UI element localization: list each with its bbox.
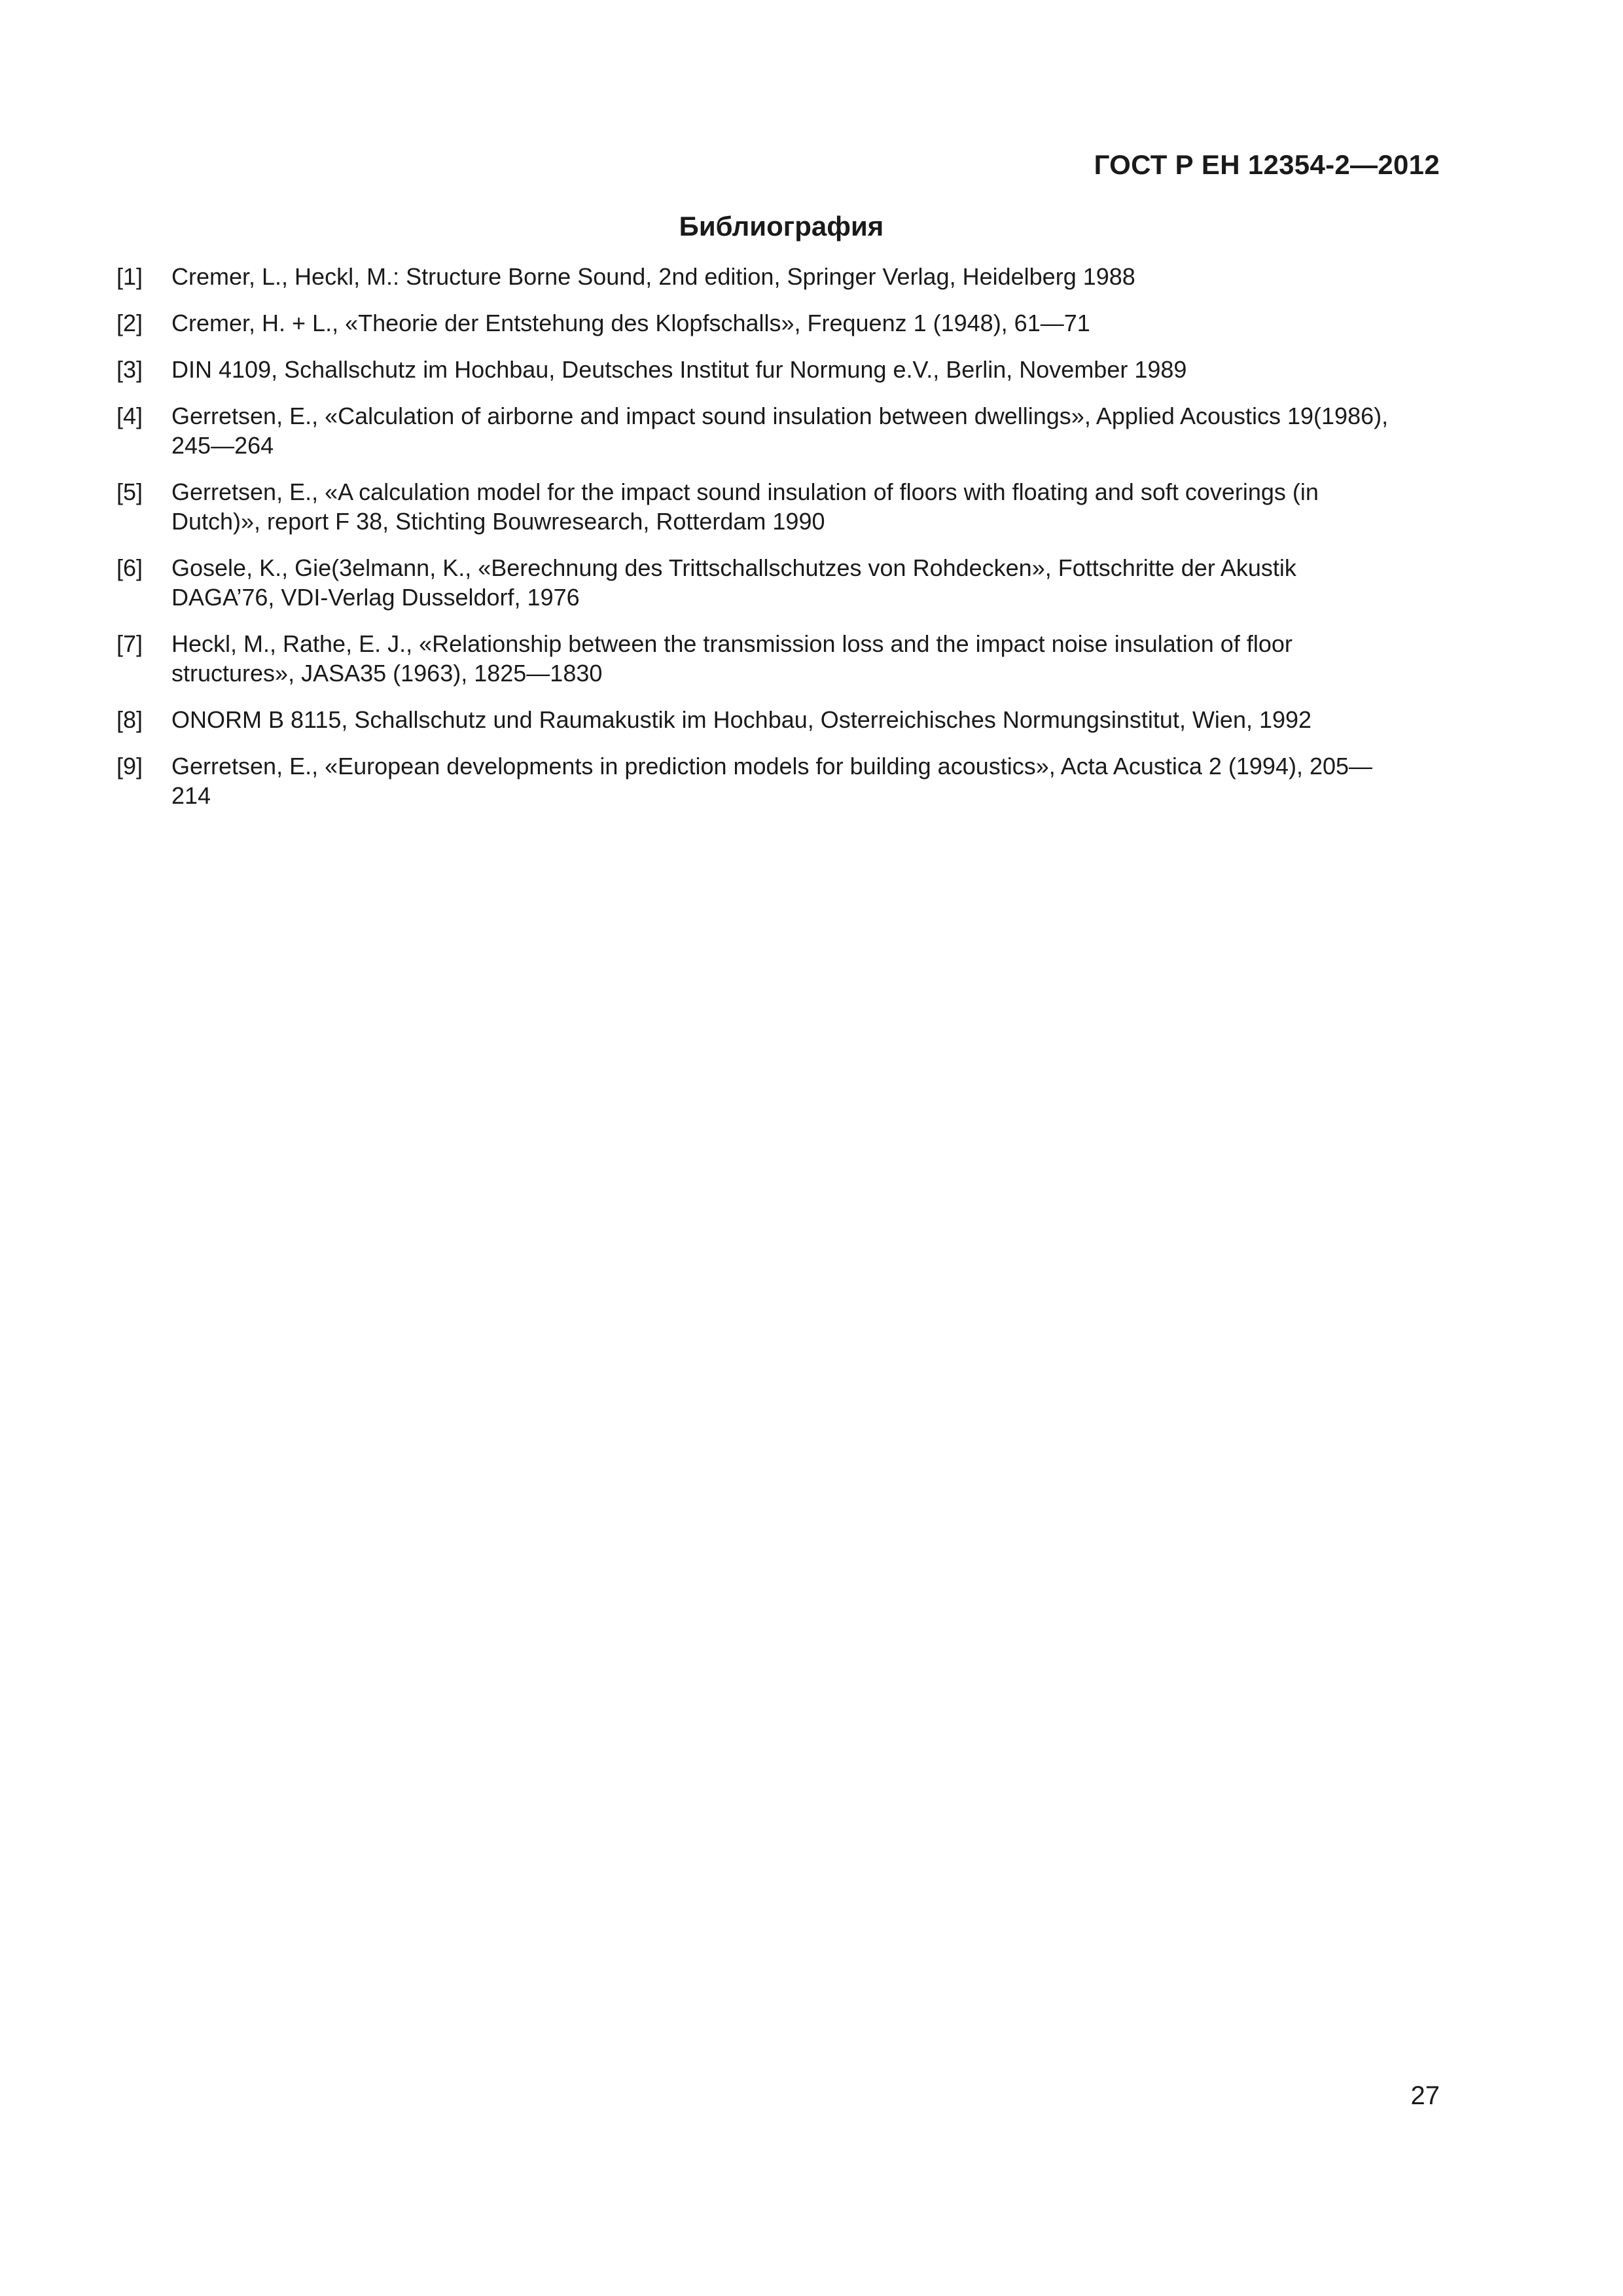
bibliography-entry bbox=[116, 629, 1393, 688]
bibliography-entry-number: [7] bbox=[116, 630, 143, 657]
bibliography-entry-number: [5] bbox=[116, 478, 143, 505]
bibliography-entry-number: [2] bbox=[116, 310, 143, 336]
page-number: 27 bbox=[1410, 2081, 1440, 2110]
bibliography-entry-text: Gerretsen, E., «Calculation of airborne and impact sound insulation between dwellings», Applied Acoustics 19(1986), 245—264 bbox=[171, 403, 1389, 459]
bibliography-entry-text: Heckl, M., Rathe, E. J., «Relationship between the transmission loss and the impact noise insulation of floor structures», JASA35 (1963), 1825—1830 bbox=[171, 630, 1293, 687]
bibliography-entry-text: Cremer, H. + L., «Theorie der Entstehung des Klopfschalls», Frequenz 1 (1948), 61—71 bbox=[171, 310, 1090, 336]
section-title: Библиография bbox=[679, 211, 884, 242]
bibliography-entry bbox=[116, 751, 1393, 810]
bibliography-entry-text: Cremer, L., Heckl, M.: Structure Borne Sound, 2nd edition, Springer Verlag, Heidelberg 1988 bbox=[171, 263, 1135, 290]
bibliography-entry-text: Gerretsen, E., «A calculation model for the impact sound insulation of floors with floating and soft coverings (in Dutch)», report F 38, Stichting Bouwresearch, Rotterdam 1990 bbox=[171, 478, 1319, 535]
bibliography-entry-number: [1] bbox=[116, 263, 143, 290]
bibliography-entry bbox=[116, 553, 1393, 612]
bibliography-entry bbox=[116, 355, 1393, 384]
bibliography-list bbox=[116, 262, 1393, 827]
bibliography-entry-number: [4] bbox=[116, 403, 143, 429]
bibliography-entry-number: [6] bbox=[116, 554, 143, 581]
bibliography-entry bbox=[116, 262, 1393, 291]
bibliography-entry-number: [8] bbox=[116, 706, 143, 733]
bibliography-entry-number: [9] bbox=[116, 753, 143, 780]
bibliography-entry-text: Gosele, K., Gie(3elmann, K., «Berechnung des Trittschallschutzes von Rohdecken», Fottschritte der Akustik DAGA’76, VDI-Verlag Dusseldorf, 1976 bbox=[171, 554, 1296, 611]
bibliography-entry bbox=[116, 308, 1393, 338]
document-code: ГОСТ Р ЕН 12354-2—2012 bbox=[1094, 149, 1440, 180]
bibliography-entry bbox=[116, 477, 1393, 536]
bibliography-entry bbox=[116, 401, 1393, 460]
bibliography-entry-text: ONORM B 8115, Schallschutz und Raumakustik im Hochbau, Osterreichisches Normungsinstitut, Wien, 1992 bbox=[171, 706, 1312, 733]
bibliography-entry-text: DIN 4109, Schallschutz im Hochbau, Deutsches Institut fur Normung e.V., Berlin, November 1989 bbox=[171, 356, 1187, 383]
bibliography-entry-number: [3] bbox=[116, 356, 143, 383]
bibliography-entry bbox=[116, 705, 1393, 734]
bibliography-entry-text: Gerretsen, E., «European developments in prediction models for building acoustics», Acta Acustica 2 (1994), 205—214 bbox=[171, 753, 1373, 809]
